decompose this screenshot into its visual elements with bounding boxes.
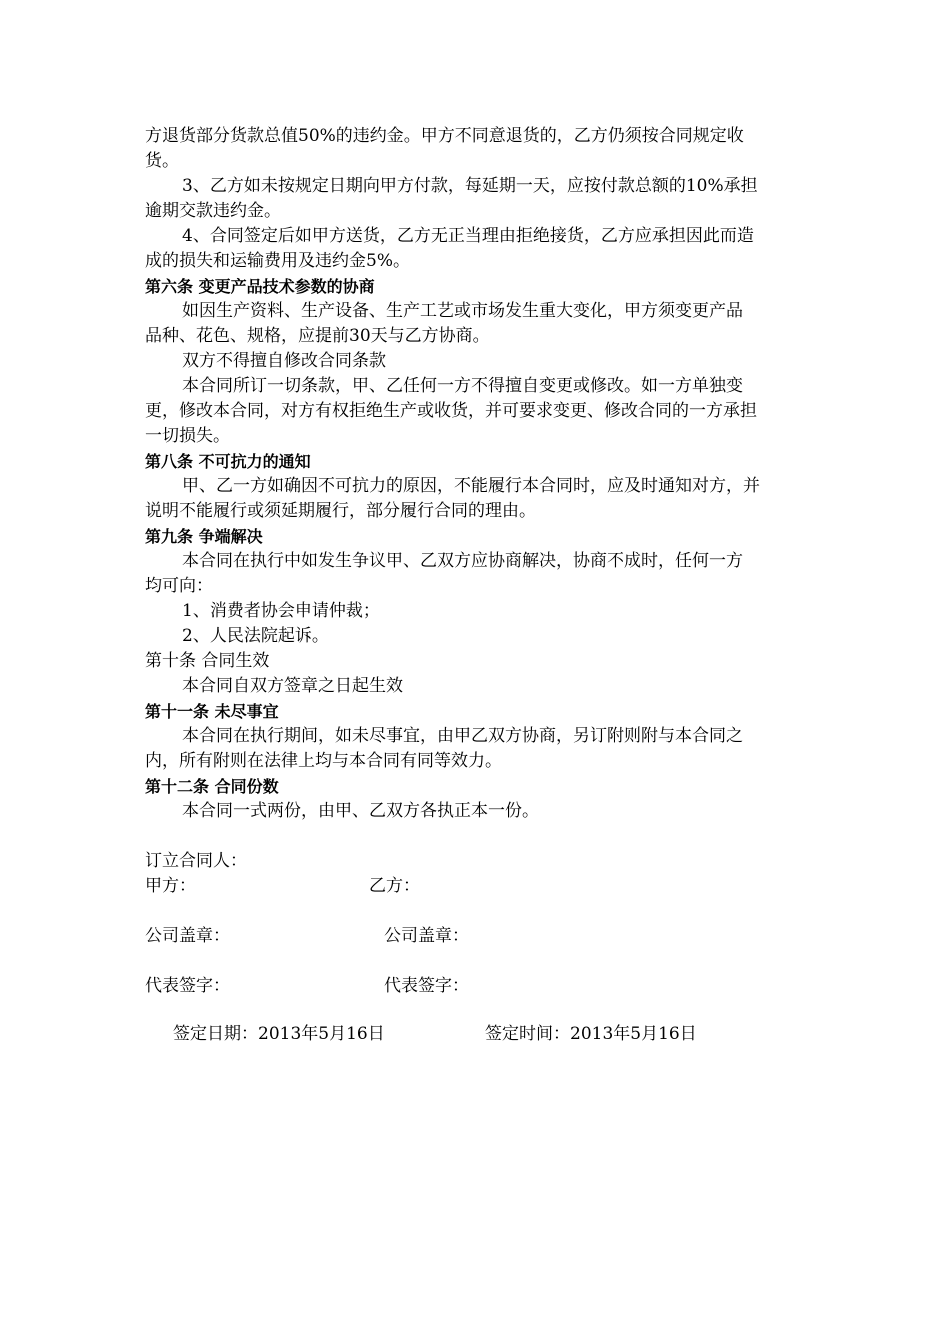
sign-date-label: 签定日期：2013年5月16日 xyxy=(173,1024,385,1044)
paragraph-line: 本合同在执行期间，如未尽事宜，由甲乙双方协商，另订附则附与本合同之 xyxy=(182,726,743,746)
paragraph-line: 均可向： xyxy=(145,576,213,596)
list-item: 1、消费者协会申请仲裁； xyxy=(182,601,380,621)
list-item: 2、人民法院起诉。 xyxy=(182,626,329,646)
seal-b-label: 公司盖章： xyxy=(384,926,469,946)
paragraph-line: 逾期交款违约金。 xyxy=(145,201,281,221)
paragraph-line: 4、合同签定后如甲方送货，乙方无正当理由拒绝接货，乙方应承担因此而造 xyxy=(182,226,754,246)
article-10-heading: 第十条 合同生效 xyxy=(145,651,270,671)
article-6-heading: 第六条 变更产品技术参数的协商 xyxy=(145,277,375,296)
paragraph-line: 本合同一式两份，由甲、乙双方各执正本一份。 xyxy=(182,801,539,821)
sign-row xyxy=(145,974,808,999)
paragraph-line: 3、乙方如未按规定日期向甲方付款，每延期一天，应按付款总额的10%承担 xyxy=(182,176,758,196)
paragraph-line: 一切损失。 xyxy=(145,426,230,446)
paragraph-line: 本合同在执行中如发生争议甲、乙双方应协商解决，协商不成时，任何一方 xyxy=(182,551,743,571)
article-11-heading: 第十一条 未尽事宜 xyxy=(145,702,279,721)
paragraph-line: 品种、花色、规格，应提前30天与乙方协商。 xyxy=(145,326,490,346)
paragraph-line: 本合同所订一切条款，甲、乙任何一方不得擅自变更或修改。如一方单独变 xyxy=(182,376,743,396)
article-7-title: 双方不得擅自修改合同条款 xyxy=(182,351,386,371)
paragraph-line: 本合同自双方签章之日起生效 xyxy=(182,676,403,696)
sign-a-label: 代表签字： xyxy=(145,976,230,996)
paragraph-line: 甲、乙一方如确因不可抗力的原因，不能履行本合同时，应及时通知对方，并 xyxy=(182,476,760,496)
seal-row xyxy=(145,924,808,949)
sign-time-label: 签定时间：2013年5月16日 xyxy=(485,1024,697,1044)
sign-b-label: 代表签字： xyxy=(384,976,469,996)
article-12-heading: 第十二条 合同份数 xyxy=(145,777,279,796)
signers-label: 订立合同人： xyxy=(145,851,247,871)
article-9-heading: 第九条 争端解决 xyxy=(145,527,263,546)
date-row xyxy=(145,1022,808,1047)
paragraph-line: 更，修改本合同，对方有权拒绝生产或收货，并可要求变更、修改合同的一方承担 xyxy=(145,401,757,421)
article-8-heading: 第八条 不可抗力的通知 xyxy=(145,452,311,471)
paragraph-line: 说明不能履行或须延期履行，部分履行合同的理由。 xyxy=(145,501,536,521)
party-row xyxy=(145,874,808,899)
seal-a-label: 公司盖章： xyxy=(145,926,230,946)
contract-page xyxy=(145,124,808,1047)
party-a-label: 甲方： xyxy=(145,876,196,896)
party-b-label: 乙方： xyxy=(369,876,420,896)
paragraph-line: 内，所有附则在法律上均与本合同有同等效力。 xyxy=(145,751,502,771)
paragraph-line: 货。 xyxy=(145,151,179,171)
paragraph-line: 成的损失和运输费用及违约金5%。 xyxy=(145,251,410,271)
paragraph-line: 如因生产资料、生产设备、生产工艺或市场发生重大变化，甲方须变更产品 xyxy=(182,301,743,321)
paragraph-line: 方退货部分货款总值50%的违约金。甲方不同意退货的，乙方仍须按合同规定收 xyxy=(145,126,744,146)
